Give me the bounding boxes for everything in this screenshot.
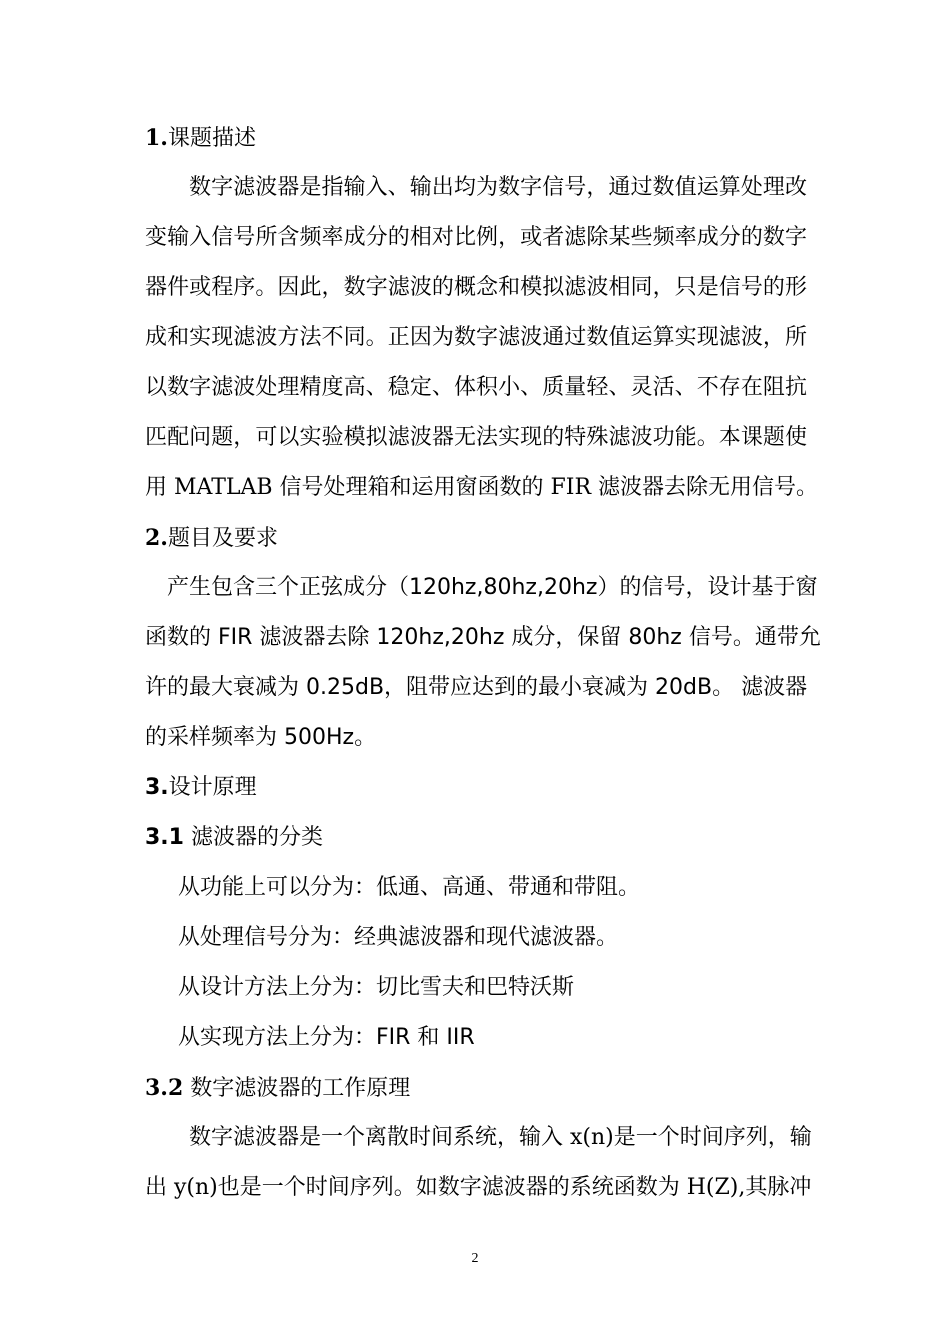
section-3-2-line-1: 数字滤波器是一个离散时间系统，输入 x(n)是一个时间序列，输 <box>189 1125 812 1150</box>
section-1-line-3: 器件或程序。因此，数字滤波的概念和模拟滤波相同，只是信号的形 <box>145 275 807 300</box>
section-1-line-6: 匹配问题，可以实验模拟滤波器无法实现的特殊滤波功能。本课题使 <box>145 425 807 450</box>
classification-line-2: 从处理信号分为：经典滤波器和现代滤波器。 <box>178 925 619 950</box>
section-1-heading <box>145 123 256 154</box>
section-3-1-number: 3.1 <box>145 825 184 850</box>
section-3-heading <box>145 773 257 803</box>
section-1-line-2: 变输入信号所含频率成分的相对比例，或者滤除某些频率成分的数字 <box>145 225 807 250</box>
section-3-2-number: 3.2 <box>145 1075 184 1101</box>
section-1-number: 1. <box>145 125 168 151</box>
section-1-line-4: 成和实现滤波方法不同。正因为数字滤波通过数值运算实现滤波，所 <box>145 325 807 350</box>
section-3-2-line-2: 出 y(n)也是一个时间序列。如数字滤波器的系统函数为 H(Z),其脉冲 <box>145 1175 812 1200</box>
classification-line-3: 从设计方法上分为：切比雪夫和巴特沃斯 <box>178 975 575 1000</box>
section-2-line-3: 许的最大衰减为 0.25dB，阻带应达到的最小衰减为 20dB。 滤波器 <box>145 675 808 700</box>
page-number: 2 <box>471 1251 479 1266</box>
section-3-1-heading <box>145 823 323 853</box>
section-2-line-2: 函数的 FIR 滤波器去除 120hz,20hz 成分，保留 80hz 信号。通带允 <box>145 625 821 650</box>
section-2-heading <box>145 523 278 554</box>
section-3-2-title: 数字滤波器的工作原理 <box>183 1076 411 1101</box>
section-2-line-4: 的采样频率为 500Hz。 <box>145 725 377 750</box>
section-3-title: 设计原理 <box>168 775 257 800</box>
section-1-title: 课题描述 <box>167 126 256 151</box>
section-2-line-1: 产生包含三个正弦成分（120hz,80hz,20hz）的信号，设计基于窗 <box>167 575 818 600</box>
classification-line-1: 从功能上可以分为：低通、高通、带通和带阻。 <box>178 875 641 900</box>
section-2-title: 题目及要求 <box>167 526 278 551</box>
section-1-line-1: 数字滤波器是指输入、输出均为数字信号，通过数值运算处理改 <box>189 175 807 200</box>
section-1-line-5: 以数字滤波处理精度高、稳定、体积小、质量轻、灵活、不存在阻抗 <box>145 375 807 400</box>
section-3-number: 3. <box>145 775 169 800</box>
classification-line-4: 从实现方法上分为：FIR 和 IIR <box>178 1025 475 1050</box>
section-3-1-title: 滤波器的分类 <box>183 825 323 850</box>
section-3-2-heading <box>145 1073 410 1104</box>
section-1-line-7: 用 MATLAB 信号处理箱和运用窗函数的 FIR 滤波器去除无用信号。 <box>145 475 819 500</box>
section-2-number: 2. <box>145 525 168 551</box>
